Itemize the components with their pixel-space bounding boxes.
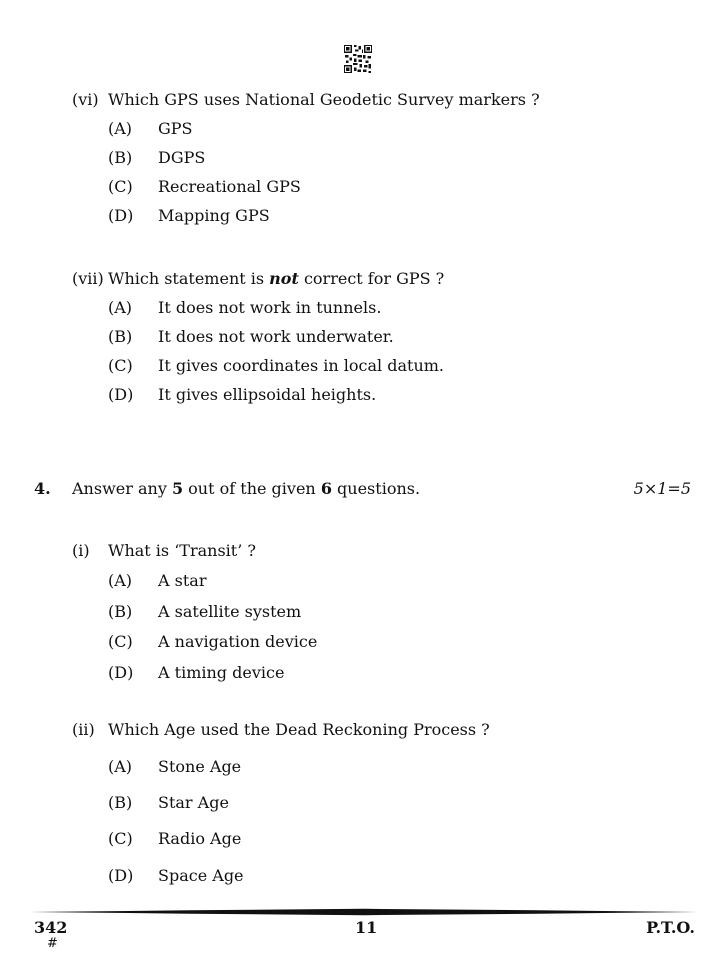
instruction-total: 6 [320,479,332,498]
option-text: A navigation device [158,632,318,651]
pto-label: P.T.O. [646,918,695,937]
option-text: It does not work in tunnels. [158,298,382,317]
option-text: It does not work underwater. [158,327,394,346]
option-text: A star [158,571,207,590]
option-text: A satellite system [158,602,302,621]
instruction-part: out of the given [183,479,321,498]
option-label: (B) [108,793,133,812]
question-text-ii: Which Age used the Dead Reckoning Process ? [108,720,490,739]
question-number-ii: (ii) [72,720,95,739]
option-label: (D) [108,206,134,225]
qr-code-icon [344,45,372,73]
question-text-i: What is ‘Transit’ ? [108,541,256,560]
option-text: Mapping GPS [158,206,270,225]
option-label: (A) [108,571,133,590]
option-text: A timing device [158,663,285,682]
question-text-vi: Which GPS uses National Geodetic Survey markers ? [108,90,540,109]
option-label: (A) [108,757,133,776]
question-number-i: (i) [72,541,90,560]
paper-code: 342 [34,918,68,937]
section-number: 4. [34,479,51,498]
option-label: (B) [108,602,133,621]
option-text: Star Age [158,793,229,812]
option-text: DGPS [158,148,206,167]
option-label: (B) [108,327,133,346]
option-text: It gives coordinates in local datum. [158,356,445,375]
instruction-part: questions. [331,479,421,498]
option-label: (B) [108,148,133,167]
option-label: (C) [108,177,133,196]
option-label: (C) [108,829,133,848]
instruction-part: Answer any [72,479,172,498]
option-text: Radio Age [158,829,242,848]
option-label: (D) [108,663,134,682]
section-instruction [72,479,420,498]
question-text-part: Which statement is [108,269,270,288]
footer-rule [30,908,698,916]
option-label: (C) [108,632,133,651]
instruction-count: 5 [171,479,184,498]
option-text: Recreational GPS [158,177,301,196]
question-text-vii [108,269,444,288]
question-number-vi: (vi) [72,90,99,109]
option-label: (D) [108,385,134,404]
option-label: (D) [108,866,134,885]
option-text: Space Age [158,866,244,885]
option-label: (C) [108,356,133,375]
page-number: 11 [355,918,378,937]
question-number-vii: (vii) [72,269,104,288]
marks-scheme: 5×1=5 [633,479,691,498]
emphasis-not: not [269,269,299,288]
hash-mark: # [47,936,58,951]
option-text: Stone Age [158,757,242,776]
option-label: (A) [108,119,133,138]
option-text: It gives ellipsoidal heights. [158,385,377,404]
option-text: GPS [158,119,193,138]
option-label: (A) [108,298,133,317]
question-text-part: correct for GPS ? [298,269,445,288]
